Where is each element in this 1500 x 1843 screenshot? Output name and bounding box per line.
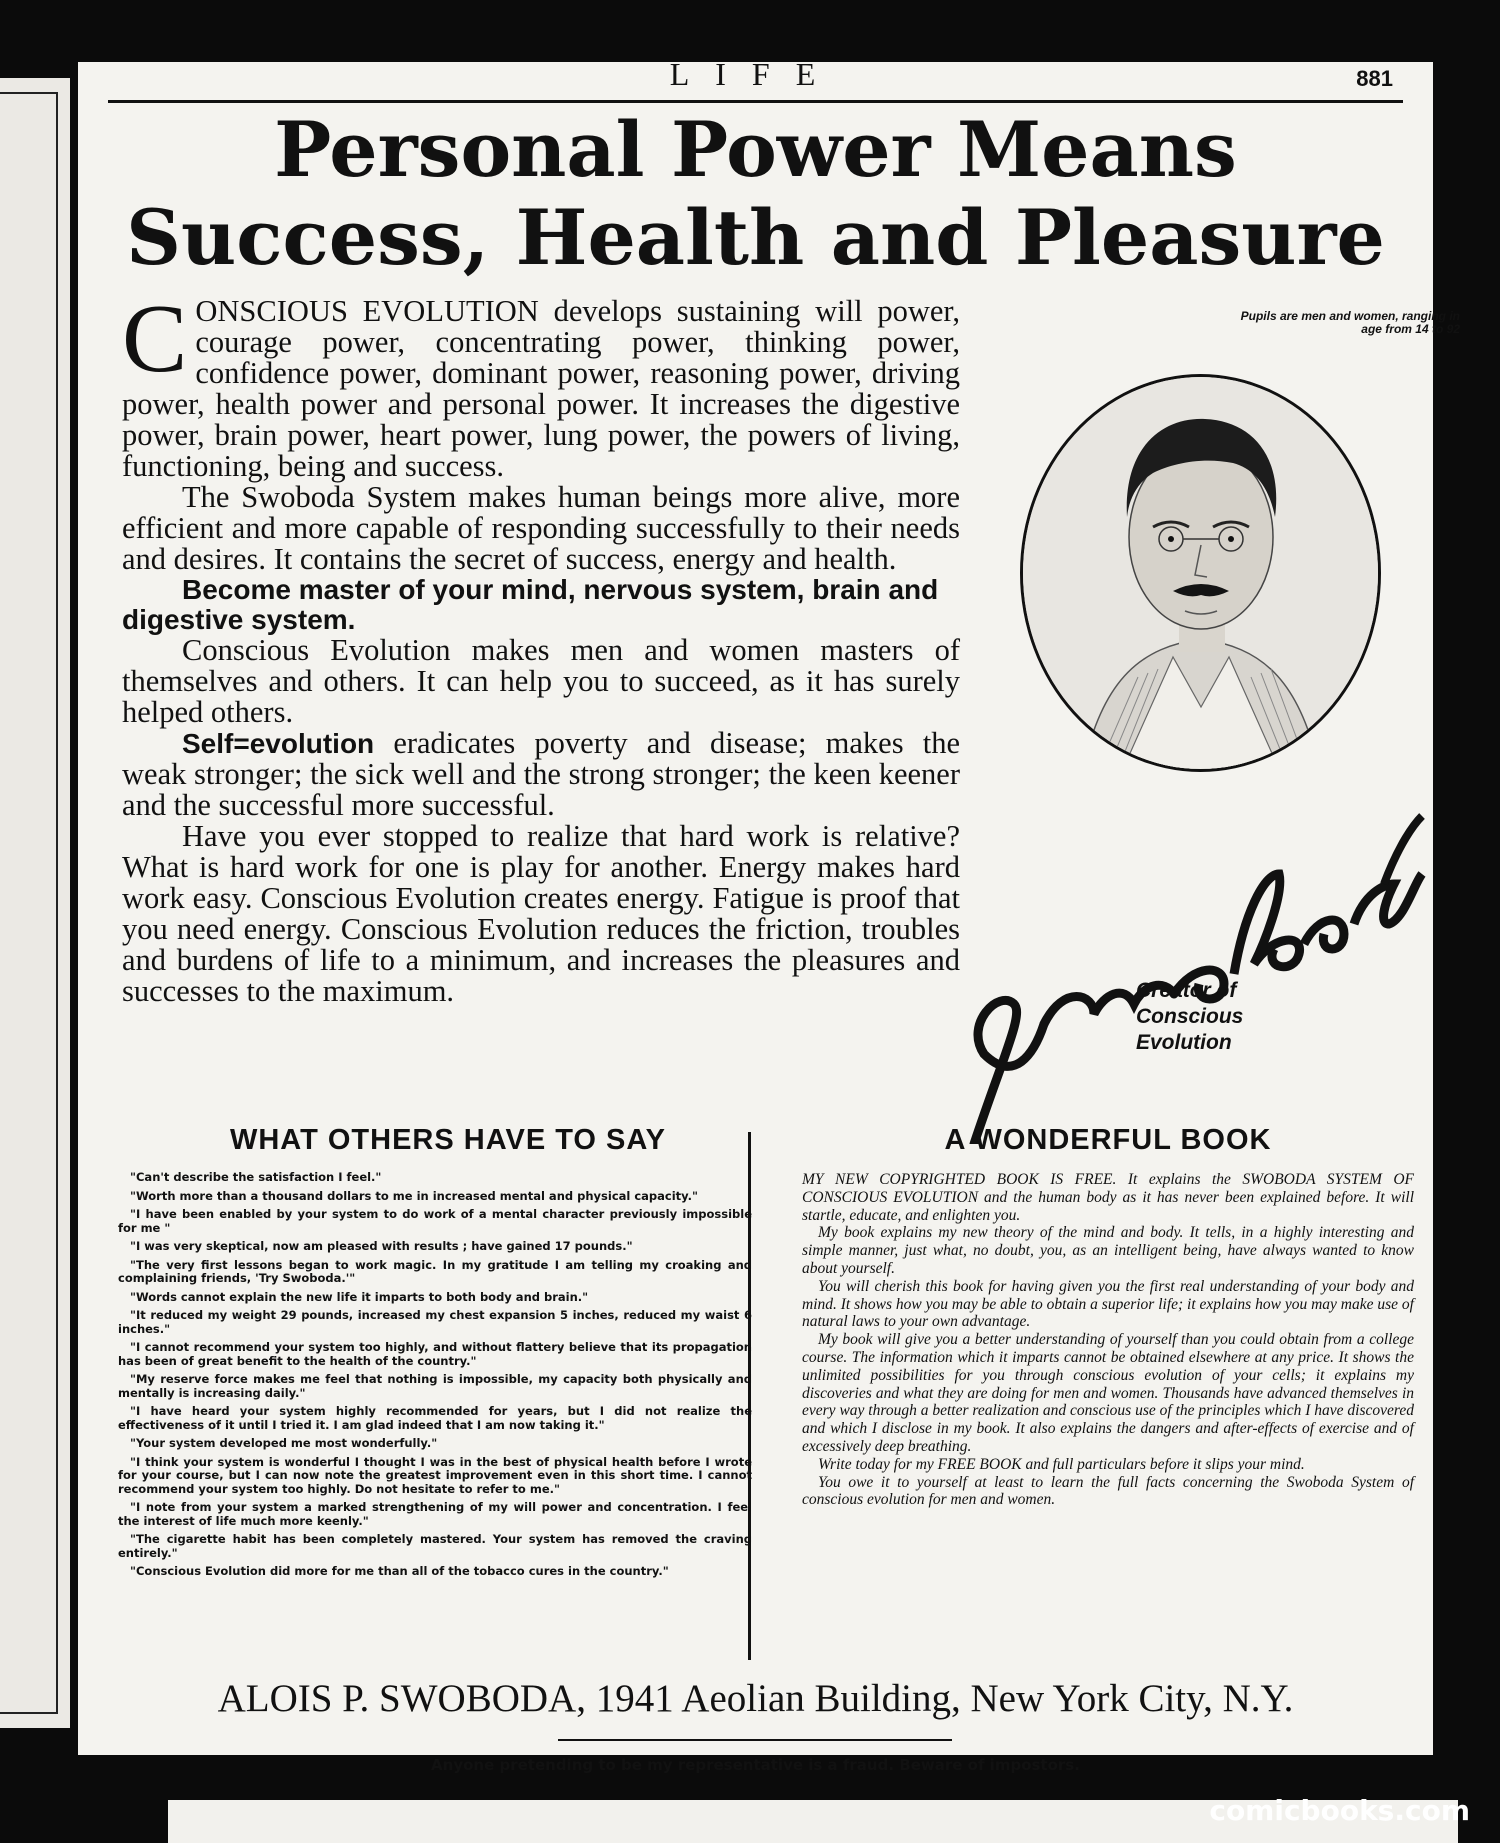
body-paragraph-1: CONSCIOUS EVOLUTION develops sustaining will power, courage power, concentrating power, thinking power, confidence power, dominant power, reasoning power, driving power, health power and personal power. It increases the digestive power, brain power, heart power, lung power, the powers of living, functioning, being and success. xyxy=(122,285,960,483)
testimonial-quote: "I note from your system a marked strengthening of my will power and concentration. I feel the interest of life much more keenly." xyxy=(118,1500,752,1528)
book-paragraph: You owe it to yourself at least to learn the full facts concerning the Swoboda System of conscious evolution for men and women. xyxy=(802,1473,1414,1509)
portrait-caption: Creator of Conscious Evolution xyxy=(1136,979,1244,1054)
fraud-warning: Anyone pretending to be my representative is a fraud. Beware of impostors. xyxy=(431,1756,1080,1774)
testimonial-quote: "It reduced my weight 29 pounds, increased my chest expansion 5 inches, reduced my waist 6 inches." xyxy=(118,1308,752,1336)
adjacent-page-edge xyxy=(0,78,70,1728)
drop-cap: C xyxy=(122,285,188,393)
book-paragraph: Write today for my FREE BOOK and full particulars before it slips your mind. xyxy=(818,1455,1305,1473)
testimonial-quote: "The very first lessons began to work magic. In my gratitude I am telling my croaking and complaining friends, 'Try Swoboda.'" xyxy=(118,1257,752,1285)
body-paragraph-3: Conscious Evolution makes men and women masters of themselves and others. It can help you to succeed, as it has surely helped others. xyxy=(122,633,960,729)
running-head: LIFE xyxy=(669,56,842,92)
swoboda-signature xyxy=(944,584,1444,1144)
headline-line-1: Personal Power Means xyxy=(274,105,1237,194)
magazine-page xyxy=(78,56,1460,1774)
testimonials-section xyxy=(118,1124,778,1584)
testimonial-quote: "I have heard your system highly recommended for years, but I did not realize the effectiveness of it until I tried it. I am glad indeed that I am now taking it." xyxy=(118,1404,752,1432)
book-paragraph: You will cherish this book for having given you the first real understanding of your body and mind. It shows how you may be able to obtain a superior life; it explains how you may make use of natural laws to your own advantage. xyxy=(802,1277,1414,1331)
testimonial-quote: "Conscious Evolution did more for me than all of the tobacco cures in the country." xyxy=(130,1564,669,1578)
self-evolution-term: Self=evolution xyxy=(182,728,375,759)
headline xyxy=(78,106,1433,282)
advertiser-address: ALOIS P. SWOBODA, 1941 Aeolian Building, New York City, N.Y. xyxy=(217,1677,1294,1720)
book-title: A WONDERFUL BOOK xyxy=(944,1124,1272,1156)
book-section xyxy=(802,1124,1414,1509)
testimonial-quote: "Worth more than a thousand dollars to me in increased mental and physical capacity." xyxy=(130,1188,698,1203)
body-subhead: Become master of your mind, nervous system, brain and digestive system. xyxy=(122,574,939,635)
site-watermark: comicbooks.com xyxy=(1209,1794,1470,1827)
testimonial-quote: "The cigarette habit has been completely mastered. Your system has removed the craving entirely." xyxy=(118,1532,752,1560)
body-copy xyxy=(122,285,960,1008)
testimonial-quote: "I was very skeptical, now am pleased with results ; have gained 17 pounds." xyxy=(130,1239,633,1253)
body-paragraph-2: The Swoboda System makes human beings more alive, more efficient and more capable of responding successfully to their needs and desires. It contains the secret of success, energy and health. xyxy=(122,480,960,576)
body-paragraph-4: Self=evolution eradicates poverty and disease; makes the weak stronger; the sick well and the strong stronger; the keen keener and the successful more successful. xyxy=(122,726,960,822)
testimonial-quote: "I have been enabled by your system to do work of a mental character previously impossible for me " xyxy=(118,1207,752,1235)
page-number: 881 xyxy=(1356,66,1393,91)
book-copy xyxy=(802,1171,1414,1509)
testimonial-quote: "Your system developed me most wonderfully." xyxy=(130,1436,438,1450)
testimonial-quote: "I cannot recommend your system too highly, and without flattery believe that its propagation has been of great benefit to the health of the country." xyxy=(118,1340,752,1368)
book-paragraph: My book explains my new theory of the mind and body. It tells, in a highly interesting and simple manner, just what, no doubt, you, as an intelligent being, have always wanted to know about yourself. xyxy=(802,1224,1414,1277)
testimonial-quote: "Words cannot explain the new life it imparts to both body and brain." xyxy=(130,1289,589,1304)
body-paragraph-5: Have you ever stopped to realize that hard work is relative? What is hard work for one is play for another. Energy makes hard work easy. Conscious Evolution creates energy. Fatigue is proof that you need energy. Conscious Evolution reduces the friction, troubles and burdens of life to a minimum, and increases the pleasures and successes to the maximum. xyxy=(122,819,960,1008)
headline-line-2: Success, Health and Pleasure xyxy=(126,193,1385,282)
testimonial-quote: "I think your system is wonderful I thought I was in the best of physical health before I wrote for your course, but I can now note the greatest improvement even in this short time. I cannot recommend your system too highly. Do not hesitate to refer to me." xyxy=(118,1454,752,1496)
book-paragraph: My book will give you a better understanding of yourself than you could obtain from a college course. The information which it imparts cannot be obtained elsewhere at any price. It shows the unlimited possibilities for you through conscious evolution of your cells; it explains my discoveries and what they are doing for men and women. Thousands have advanced themselves in every way through a better realization and conscious use of the principles which I have discovered and which I disclose in my book. It also explains the dangers and after-effects of exercise and of excessively deep breathing. xyxy=(802,1331,1414,1455)
testimonials-title: WHAT OTHERS HAVE TO SAY xyxy=(229,1124,667,1156)
testimonial-quote: "Can't describe the satisfaction I feel." xyxy=(130,1170,382,1184)
testimonial-list xyxy=(118,1171,752,1579)
testimonial-quote: "My reserve force makes me feel that nothing is impossible, my capacity both physically and mentally is increasing daily." xyxy=(118,1372,752,1400)
book-paragraph: MY NEW COPYRIGHTED BOOK IS FREE. It explains the SWOBODA SYSTEM OF CONSCIOUS EVOLUTION and the human body as it has never been explained before. It will startle, educate, and enlighten you. xyxy=(802,1171,1414,1224)
address-rule xyxy=(558,1739,952,1741)
header-rule xyxy=(108,100,1403,103)
pupils-note: Pupils are men and women, ranging in age from 14 to 92 xyxy=(1240,309,1460,336)
